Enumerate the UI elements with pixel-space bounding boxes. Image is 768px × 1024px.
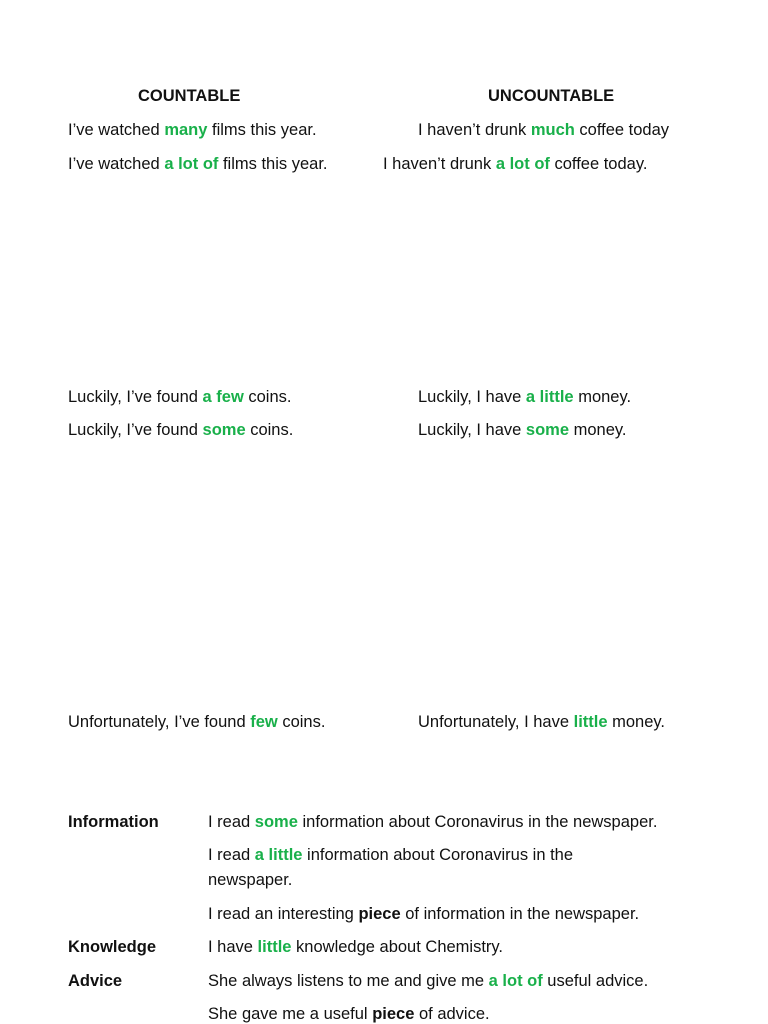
sentence-text: I read (208, 846, 255, 864)
term-sentence (208, 904, 639, 924)
uncountable-sentence (418, 712, 665, 732)
keyword-bold: piece (358, 905, 401, 923)
sentence-text: useful advice. (542, 972, 649, 990)
term-sentence (208, 812, 657, 832)
keyword-highlight: some (254, 813, 298, 831)
keyword-highlight: many (164, 121, 208, 139)
countable-sentence (68, 387, 291, 407)
term-sentence (208, 937, 503, 957)
sentence-text: coffee today (574, 121, 670, 139)
keyword-highlight: much (530, 121, 575, 139)
uncountable-sentence (418, 387, 631, 407)
keyword-highlight: some (525, 421, 570, 439)
sentence-text: films this year. (218, 155, 328, 173)
sentence-text: films this year. (207, 121, 317, 139)
sentence-text: money. (573, 388, 632, 406)
countable-sentence (68, 120, 317, 140)
sentence-text: She always listens to me and give me (208, 972, 489, 990)
sentence-text: I haven’t drunk (383, 155, 496, 173)
sentence-text: Luckily, I have (418, 388, 526, 406)
sentence-text: Luckily, I have (418, 421, 526, 439)
keyword-highlight: little (573, 713, 608, 731)
sentence-text: I haven’t drunk (418, 121, 531, 139)
sentence-text: She gave me a useful (208, 1005, 373, 1023)
sentence-text: information about Coronavirus in the newspaper. (297, 813, 658, 831)
sentence-text: Luckily, I’ve found (68, 421, 203, 439)
term-sentence (208, 971, 648, 991)
sentence-text: coins. (243, 388, 292, 406)
countable-sentence (68, 154, 328, 174)
sentence-text: coins. (245, 421, 294, 439)
term-sentence (208, 870, 292, 890)
keyword-highlight: a lot of (488, 972, 543, 990)
keyword-highlight: some (202, 421, 246, 439)
uncountable-sentence (418, 120, 669, 140)
countable-heading: COUNTABLE (138, 87, 241, 105)
sentence-text: I read an interesting (208, 905, 359, 923)
sentence-text: knowledge about Chemistry. (291, 938, 504, 956)
sentence-text: Luckily, I’ve found (68, 388, 203, 406)
keyword-highlight: a few (202, 388, 244, 406)
term-label: Advice (68, 972, 123, 990)
keyword-highlight: a lot of (495, 155, 550, 173)
uncountable-heading: UNCOUNTABLE (488, 87, 615, 105)
keyword-highlight: a little (525, 388, 574, 406)
sentence-text: of advice. (414, 1005, 490, 1023)
keyword-highlight: a lot of (164, 155, 219, 173)
sentence-text: information about Coronavirus in the (302, 846, 574, 864)
term-label: Knowledge (68, 938, 157, 956)
countable-sentence (68, 712, 325, 732)
sentence-text: money. (569, 421, 627, 439)
term-sentence (208, 1004, 490, 1024)
term-label: Information (68, 813, 159, 831)
sentence-text: I’ve watched (68, 121, 165, 139)
keyword-bold: piece (372, 1005, 415, 1023)
sentence-text: Unfortunately, I’ve found (68, 713, 251, 731)
sentence-text: Unfortunately, I have (418, 713, 574, 731)
uncountable-sentence (383, 154, 647, 174)
keyword-highlight: little (257, 938, 292, 956)
sentence-text: coins. (277, 713, 326, 731)
sentence-text: coffee today. (549, 155, 648, 173)
sentence-text: newspaper. (208, 871, 293, 889)
sentence-text: of information in the newspaper. (400, 905, 640, 923)
sentence-text: I have (208, 938, 258, 956)
countable-sentence (68, 420, 293, 440)
keyword-highlight: few (250, 713, 278, 731)
term-sentence (208, 845, 573, 865)
keyword-highlight: a little (254, 846, 303, 864)
sentence-text: money. (607, 713, 666, 731)
sentence-text: I read (208, 813, 255, 831)
uncountable-sentence (418, 420, 627, 440)
sentence-text: I’ve watched (68, 155, 165, 173)
